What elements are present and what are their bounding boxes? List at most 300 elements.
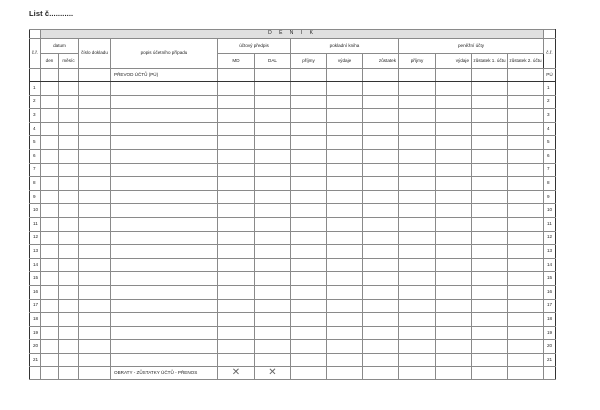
col-balance-account-2: zůstatek 2. účtu xyxy=(508,54,544,69)
ledger-cell xyxy=(41,353,59,367)
ledger-cell xyxy=(255,313,291,327)
ledger-row xyxy=(30,313,556,327)
ledger-cell xyxy=(218,204,255,218)
ledger-cell xyxy=(291,163,327,177)
ledger-cell xyxy=(79,177,111,191)
ledger-cell xyxy=(59,258,79,272)
ledger-cell xyxy=(399,122,436,136)
ledger-row xyxy=(30,245,556,259)
col-balance-account-1: zůstatek 1. účtu xyxy=(472,54,508,69)
sheet-number-label: List č........... xyxy=(29,9,74,18)
row-number-right: 11 xyxy=(544,217,556,231)
ledger-cell xyxy=(472,190,508,204)
ledger-cell xyxy=(59,109,79,123)
ledger-cell xyxy=(399,285,436,299)
row-number-left: 20 xyxy=(30,340,41,354)
ledger-cell xyxy=(255,272,291,286)
ledger-cell xyxy=(327,190,363,204)
ledger-cell xyxy=(255,217,291,231)
ledger-row xyxy=(30,299,556,313)
ledger-cell xyxy=(41,272,59,286)
ledger-cell xyxy=(363,82,399,96)
ledger-cell xyxy=(291,326,327,340)
row-number-left: 4 xyxy=(30,122,41,136)
ledger-cell xyxy=(218,109,255,123)
ledger-cell xyxy=(363,245,399,259)
ledger-cell xyxy=(327,326,363,340)
ledger-cell xyxy=(327,272,363,286)
ledger-cell xyxy=(436,149,472,163)
ledger-cell xyxy=(41,285,59,299)
ledger-cell xyxy=(255,204,291,218)
ledger-cell xyxy=(472,299,508,313)
ledger-cell xyxy=(327,245,363,259)
ledger-cell xyxy=(59,299,79,313)
ledger-cell xyxy=(111,231,218,245)
ledger-cell xyxy=(79,95,111,109)
ledger-cell xyxy=(436,313,472,327)
ledger-cell xyxy=(472,353,508,367)
ledger-cell xyxy=(59,163,79,177)
ledger-cell xyxy=(255,122,291,136)
ledger-cell xyxy=(472,217,508,231)
ledger-cell xyxy=(41,258,59,272)
ledger-cell xyxy=(255,231,291,245)
ledger-cell xyxy=(472,177,508,191)
ledger-cell xyxy=(436,122,472,136)
ledger-cell xyxy=(79,204,111,218)
col-bank-accounts: peněžní účty xyxy=(399,39,544,54)
ledger-cell xyxy=(508,204,544,218)
ledger-cell xyxy=(399,272,436,286)
ledger-cell xyxy=(436,95,472,109)
ledger-cell xyxy=(218,272,255,286)
ledger-cell xyxy=(508,326,544,340)
ledger-cell xyxy=(291,177,327,191)
ledger-cell xyxy=(327,122,363,136)
ledger-row xyxy=(30,326,556,340)
ledger-cell xyxy=(363,285,399,299)
ledger-cell xyxy=(218,82,255,96)
ledger-cell xyxy=(111,353,218,367)
ledger-cell xyxy=(327,340,363,354)
row-number-left: 21 xyxy=(30,353,41,367)
ledger-cell xyxy=(41,163,59,177)
ledger-cell xyxy=(218,163,255,177)
ledger-cell xyxy=(255,163,291,177)
ledger-cell xyxy=(59,82,79,96)
ledger-cell xyxy=(327,82,363,96)
row-number-right: 9 xyxy=(544,190,556,204)
ledger-cell xyxy=(59,177,79,191)
ledger-cell xyxy=(59,340,79,354)
ledger-cell xyxy=(291,122,327,136)
ledger-cell xyxy=(363,204,399,218)
ledger-cell xyxy=(327,353,363,367)
ledger-cell xyxy=(363,231,399,245)
ledger-cell xyxy=(79,245,111,259)
ledger-cell xyxy=(399,258,436,272)
ledger-cell xyxy=(436,177,472,191)
ledger-row xyxy=(30,136,556,150)
ledger-cell xyxy=(111,82,218,96)
ledger-cell xyxy=(508,82,544,96)
row-number-left: 8 xyxy=(30,177,41,191)
row-number-left: 2 xyxy=(30,95,41,109)
ledger-cell xyxy=(111,313,218,327)
ledger-cell xyxy=(255,258,291,272)
ledger-cell xyxy=(255,109,291,123)
ledger-cell xyxy=(472,245,508,259)
ledger-cell xyxy=(399,326,436,340)
ledger-row xyxy=(30,353,556,367)
col-dal: DAL xyxy=(255,54,291,69)
ledger-cell xyxy=(291,353,327,367)
ledger-row xyxy=(30,122,556,136)
ledger-cell xyxy=(327,231,363,245)
ledger-cell xyxy=(508,217,544,231)
ledger-cell xyxy=(436,299,472,313)
ledger-cell xyxy=(111,326,218,340)
ledger-cell xyxy=(291,340,327,354)
ledger-cell xyxy=(218,95,255,109)
ledger-cell xyxy=(508,163,544,177)
ledger-cell xyxy=(59,245,79,259)
ledger-cell xyxy=(436,353,472,367)
ledger-cell xyxy=(218,149,255,163)
ledger-cell xyxy=(436,245,472,259)
ledger-table xyxy=(29,29,556,380)
ledger-cell xyxy=(111,285,218,299)
ledger-cell xyxy=(472,136,508,150)
ledger-cell xyxy=(218,258,255,272)
row-number-left: 17 xyxy=(30,299,41,313)
row-number-left: 1 xyxy=(30,82,41,96)
ledger-cell xyxy=(363,109,399,123)
col-day: den xyxy=(41,54,59,69)
ledger-cell xyxy=(436,217,472,231)
ledger-cell xyxy=(363,190,399,204)
ledger-cell xyxy=(218,136,255,150)
ledger-cell xyxy=(255,299,291,313)
ledger-cell xyxy=(363,313,399,327)
ledger-row xyxy=(30,163,556,177)
ledger-cell xyxy=(472,204,508,218)
ledger-cell xyxy=(41,326,59,340)
ledger-cell xyxy=(291,109,327,123)
ledger-cell xyxy=(472,82,508,96)
row-number-left: 6 xyxy=(30,149,41,163)
ledger-cell xyxy=(472,326,508,340)
ledger-cell xyxy=(291,245,327,259)
ledger-cell xyxy=(436,136,472,150)
ledger-cell xyxy=(41,313,59,327)
row-number-left: 12 xyxy=(30,231,41,245)
ledger-cell xyxy=(255,82,291,96)
ledger-cell xyxy=(327,136,363,150)
ledger-cell xyxy=(327,177,363,191)
ledger-cell xyxy=(291,95,327,109)
ledger-cell xyxy=(472,340,508,354)
ledger-cell xyxy=(41,149,59,163)
ledger-cell xyxy=(218,326,255,340)
ledger-cell xyxy=(327,149,363,163)
ledger-row xyxy=(30,109,556,123)
ledger-cell xyxy=(41,299,59,313)
ledger-cell xyxy=(363,272,399,286)
ledger-cell xyxy=(79,122,111,136)
col-row-number-left: č.ř. xyxy=(30,39,41,69)
row-number-left: 19 xyxy=(30,326,41,340)
col-document-number: číslo dokladu xyxy=(79,39,111,69)
ledger-row xyxy=(30,190,556,204)
ledger-cell xyxy=(111,149,218,163)
ledger-cell xyxy=(41,231,59,245)
ledger-row xyxy=(30,95,556,109)
ledger-cell xyxy=(508,231,544,245)
ledger-cell xyxy=(399,340,436,354)
row-number-right: 13 xyxy=(544,245,556,259)
ledger-cell xyxy=(255,190,291,204)
ledger-cell xyxy=(472,285,508,299)
ledger-cell xyxy=(508,109,544,123)
ledger-cell xyxy=(255,340,291,354)
ledger-cell xyxy=(508,177,544,191)
ledger-cell xyxy=(291,299,327,313)
ledger-cell xyxy=(111,122,218,136)
ledger-cell xyxy=(41,190,59,204)
row-number-left: 3 xyxy=(30,109,41,123)
ledger-cell xyxy=(363,149,399,163)
ledger-cell xyxy=(327,285,363,299)
ledger-cell xyxy=(399,136,436,150)
row-number-right: 2 xyxy=(544,95,556,109)
ledger-cell xyxy=(508,149,544,163)
ledger-cell xyxy=(79,326,111,340)
ledger-cell xyxy=(59,217,79,231)
ledger-cell xyxy=(79,340,111,354)
col-description: popis účetního případu xyxy=(111,39,218,69)
row-number-right: 15 xyxy=(544,272,556,286)
ledger-cell xyxy=(79,285,111,299)
ledger-cell xyxy=(111,163,218,177)
ledger-cell xyxy=(508,285,544,299)
ledger-cell xyxy=(363,163,399,177)
ledger-row xyxy=(30,340,556,354)
ledger-row xyxy=(30,272,556,286)
ledger-cell xyxy=(255,136,291,150)
ledger-cell xyxy=(111,258,218,272)
ledger-cell xyxy=(363,326,399,340)
ledger-cell xyxy=(111,217,218,231)
ledger-cell xyxy=(363,340,399,354)
col-cash-expense: výdaje xyxy=(327,54,363,69)
ledger-cell xyxy=(111,109,218,123)
transfer-code: PÚ xyxy=(544,69,556,82)
row-number-left: 10 xyxy=(30,204,41,218)
ledger-cell xyxy=(472,163,508,177)
ledger-cell xyxy=(79,272,111,286)
ledger-cell xyxy=(436,340,472,354)
ledger-cell xyxy=(79,190,111,204)
ledger-cell xyxy=(218,285,255,299)
ledger-cell xyxy=(218,177,255,191)
ledger-cell xyxy=(79,258,111,272)
ledger-cell xyxy=(111,136,218,150)
col-cash-book: pokladní kniha xyxy=(291,39,399,54)
ledger-cell xyxy=(436,258,472,272)
ledger-cell xyxy=(399,190,436,204)
md-cross-mark: ✕ xyxy=(231,367,241,379)
ledger-row xyxy=(30,177,556,191)
ledger-row xyxy=(30,149,556,163)
ledger-cell xyxy=(111,299,218,313)
ledger-cell xyxy=(291,217,327,231)
row-number-left: 18 xyxy=(30,313,41,327)
ledger-cell xyxy=(291,204,327,218)
ledger-cell xyxy=(41,95,59,109)
ledger-cell xyxy=(399,109,436,123)
ledger-cell xyxy=(399,217,436,231)
ledger-cell xyxy=(508,136,544,150)
ledger-cell xyxy=(327,313,363,327)
ledger-cell xyxy=(291,231,327,245)
ledger-cell xyxy=(218,245,255,259)
ledger-cell xyxy=(436,109,472,123)
ledger-cell xyxy=(508,353,544,367)
ledger-cell xyxy=(399,299,436,313)
row-number-left: 15 xyxy=(30,272,41,286)
row-number-right: 12 xyxy=(544,231,556,245)
totals-row xyxy=(30,367,556,380)
row-number-right: 16 xyxy=(544,285,556,299)
row-number-right: 6 xyxy=(544,149,556,163)
ledger-cell xyxy=(436,272,472,286)
ledger-cell xyxy=(508,340,544,354)
row-number-right: 21 xyxy=(544,353,556,367)
row-number-right: 5 xyxy=(544,136,556,150)
ledger-cell xyxy=(255,95,291,109)
ledger-row xyxy=(30,231,556,245)
col-cash-balance: zůstatek xyxy=(363,54,399,69)
ledger-cell xyxy=(218,122,255,136)
ledger-cell xyxy=(472,109,508,123)
ledger-cell xyxy=(41,177,59,191)
ledger-cell xyxy=(399,177,436,191)
row-number-right: 19 xyxy=(544,326,556,340)
ledger-cell xyxy=(41,82,59,96)
ledger-cell xyxy=(218,353,255,367)
row-number-left: 9 xyxy=(30,190,41,204)
ledger-cell xyxy=(363,217,399,231)
row-number-right: 10 xyxy=(544,204,556,218)
ledger-cell xyxy=(218,217,255,231)
ledger-cell xyxy=(472,231,508,245)
ledger-cell xyxy=(79,217,111,231)
ledger-cell xyxy=(436,231,472,245)
ledger-cell xyxy=(472,149,508,163)
ledger-cell xyxy=(399,82,436,96)
ledger-cell xyxy=(363,122,399,136)
ledger-cell xyxy=(111,204,218,218)
ledger-cell xyxy=(399,149,436,163)
ledger-cell xyxy=(79,313,111,327)
ledger-cell xyxy=(79,299,111,313)
ledger-cell xyxy=(59,204,79,218)
ledger-cell xyxy=(291,136,327,150)
ledger-cell xyxy=(59,136,79,150)
ledger-cell xyxy=(508,95,544,109)
ledger-cell xyxy=(363,136,399,150)
ledger-title: D E N I K xyxy=(41,30,544,39)
ledger-cell xyxy=(436,285,472,299)
ledger-cell xyxy=(111,245,218,259)
ledger-cell xyxy=(436,82,472,96)
ledger-cell xyxy=(291,313,327,327)
ledger-cell xyxy=(41,204,59,218)
ledger-cell xyxy=(399,95,436,109)
row-number-right: 7 xyxy=(544,163,556,177)
row-number-left: 13 xyxy=(30,245,41,259)
ledger-cell xyxy=(436,163,472,177)
row-number-right: 18 xyxy=(544,313,556,327)
ledger-cell xyxy=(111,95,218,109)
ledger-cell xyxy=(472,258,508,272)
ledger-cell xyxy=(436,204,472,218)
ledger-cell xyxy=(59,95,79,109)
ledger-cell xyxy=(59,313,79,327)
col-md: MD xyxy=(218,54,255,69)
ledger-cell xyxy=(508,313,544,327)
ledger-cell xyxy=(327,95,363,109)
ledger-cell xyxy=(399,353,436,367)
ledger-cell xyxy=(472,95,508,109)
ledger-cell xyxy=(508,272,544,286)
ledger-cell xyxy=(59,231,79,245)
ledger-cell xyxy=(327,217,363,231)
col-datum: datum xyxy=(41,39,79,54)
ledger-cell xyxy=(218,313,255,327)
ledger-cell xyxy=(218,340,255,354)
ledger-cell xyxy=(327,299,363,313)
ledger-cell xyxy=(472,313,508,327)
ledger-cell xyxy=(111,340,218,354)
ledger-cell xyxy=(363,299,399,313)
ledger-form xyxy=(29,29,556,380)
ledger-cell xyxy=(41,136,59,150)
ledger-cell xyxy=(291,258,327,272)
col-row-number-right: č.ř. xyxy=(544,39,556,69)
ledger-row xyxy=(30,204,556,218)
ledger-cell xyxy=(59,122,79,136)
ledger-cell xyxy=(508,122,544,136)
ledger-cell xyxy=(327,163,363,177)
col-bank-expense: výdaje xyxy=(436,54,472,69)
ledger-cell xyxy=(79,109,111,123)
ledger-row xyxy=(30,285,556,299)
dal-cross-mark: ✕ xyxy=(268,367,277,379)
ledger-cell xyxy=(291,190,327,204)
ledger-cell xyxy=(436,190,472,204)
ledger-cell xyxy=(255,245,291,259)
ledger-cell xyxy=(508,190,544,204)
ledger-cell xyxy=(255,149,291,163)
ledger-cell xyxy=(79,82,111,96)
ledger-cell xyxy=(255,353,291,367)
ledger-cell xyxy=(363,177,399,191)
row-number-right: 14 xyxy=(544,258,556,272)
ledger-cell xyxy=(41,217,59,231)
